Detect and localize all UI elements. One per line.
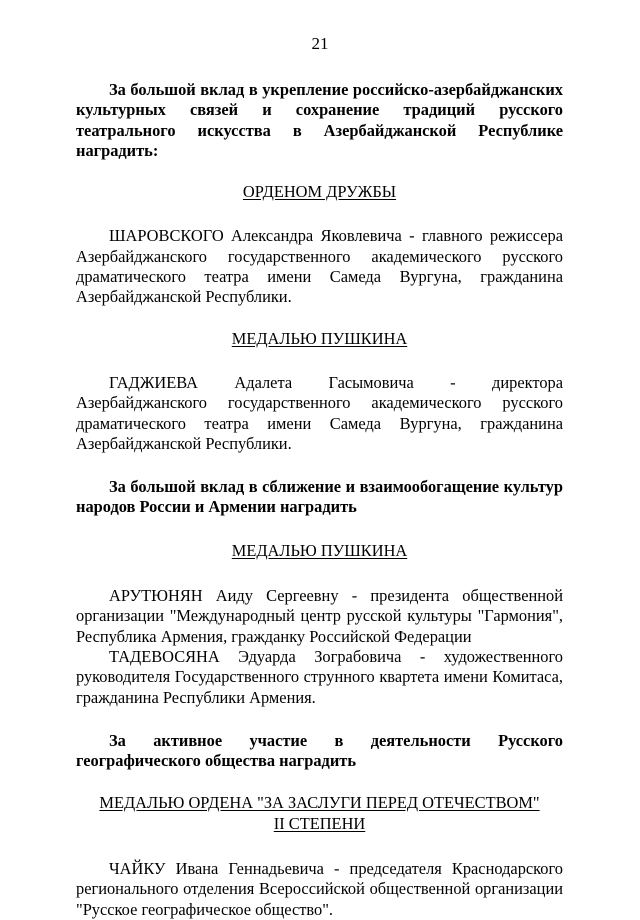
- award-title: [76, 541, 563, 561]
- decree-body: [76, 80, 563, 920]
- section-intro: За большой вклад в укрепление российско-азербайджанских культурных связей и сохранение традиций русского театрального искусства в Азербайджанской Республике наградить:: [76, 80, 563, 160]
- award-title: [76, 329, 563, 349]
- award-title-line: II СТЕПЕНИ: [273, 813, 366, 833]
- award-title-line: МЕДАЛЬЮ ПУШКИНА: [231, 540, 408, 560]
- award-title: [76, 182, 563, 202]
- recipient-entry: ЧАЙКУ Ивана Геннадьевича - председателя Краснодарского регионального отделения Всероссийской общественной организации "Русское географическое общество".: [76, 859, 563, 919]
- award-title: [76, 793, 563, 834]
- page-number: 21: [311, 34, 329, 53]
- section-intro: За большой вклад в сближение и взаимообогащение культур народов России и Армении наградить: [76, 477, 563, 517]
- award-title-line: МЕДАЛЬЮ ПУШКИНА: [231, 328, 408, 348]
- award-title-line: ОРДЕНОМ ДРУЖБЫ: [242, 182, 397, 202]
- section-intro: За активное участие в деятельности Русского географического общества наградить: [76, 730, 563, 771]
- recipient-entry: АРУТЮНЯН Аиду Сергеевну - президента общественной организации "Международный центр русской культуры "Гармония", Республика Армения, гражданку Российской Федерации: [76, 586, 563, 646]
- award-title-line: МЕДАЛЬЮ ОРДЕНА "ЗА ЗАСЛУГИ ПЕРЕД ОТЕЧЕСТВОМ": [99, 793, 540, 813]
- recipient-entry: ТАДЕВОСЯНА Эдуарда Зограбовича - художественного руководителя Государственного струнного квартета имени Комитаса, гражданина Республики Армения.: [76, 646, 563, 707]
- recipient-entry: ГАДЖИЕВА Адалета Гасымовича - директора Азербайджанского государственного академического русского драматического театра имени Самеда Вургуна, гражданина Азербайджанской Республики.: [76, 372, 563, 453]
- recipient-entry: ШАРОВСКОГО Александра Яковлевича - главного режиссера Азербайджанского государственного академического русского драматического театра имени Самеда Вургуна, гражданина Азербайджанской Республики.: [76, 226, 563, 307]
